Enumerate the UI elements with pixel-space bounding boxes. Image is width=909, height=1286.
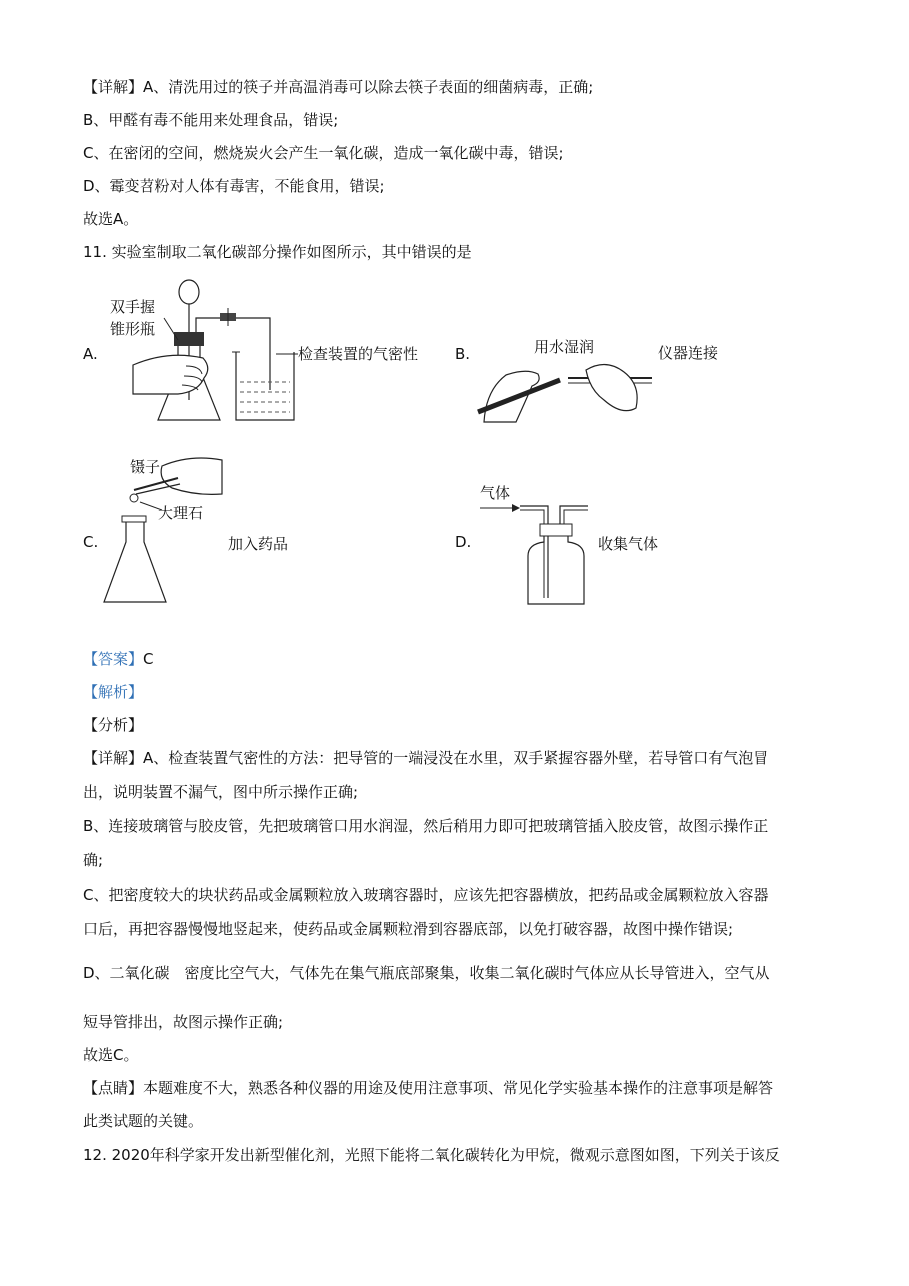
analysis-sub-label: 【分析】	[83, 716, 144, 734]
detail-a-line-2: 出，说明装置不漏气，图中所示操作正确;	[83, 783, 359, 801]
prev-option-d: D、霉变苕粉对人体有毒害，不能食用，错误;	[83, 177, 385, 195]
option-d-gas-label: 气体	[480, 484, 511, 502]
option-c-marble-label: 大理石	[158, 504, 204, 522]
option-c-caption: 加入药品	[228, 535, 289, 553]
comment-line-2: 此类试题的关键。	[83, 1112, 204, 1130]
option-a-figure	[108, 270, 438, 430]
question-11-stem: 11. 实验室制取二氧化碳部分操作如图所示，其中错误的是	[83, 243, 472, 261]
prev-detail: 【详解】A、清洗用过的筷子并高温消毒可以除去筷子表面的细菌病毒，正确;	[83, 78, 594, 96]
answer-value: C	[143, 650, 154, 668]
answer-label: 【答案】	[83, 650, 144, 668]
option-a-hand-label-2: 锥形瓶	[110, 320, 156, 338]
option-c-figure	[100, 452, 310, 610]
option-b-figure	[476, 330, 766, 425]
option-d-caption: 收集气体	[598, 535, 659, 553]
prev-option-c: C、在密闭的空间，燃烧炭火会产生一氧化碳，造成一氧化碳中毒，错误;	[83, 144, 564, 162]
option-a-caption: 检查装置的气密性	[298, 345, 419, 363]
detail-d-line-2: 短导管排出，故图示操作正确;	[83, 1013, 284, 1031]
detail-c-line-2: 口后，再把容器慢慢地竖起来，使药品或金属颗粒滑到容器底部，以免打破容器，故图中操作错误;	[83, 920, 734, 938]
detail-b-line-1: B、连接玻璃管与胶皮管，先把玻璃管口用水润湿，然后稍用力即可把玻璃管插入胶皮管，故图示操作正	[83, 817, 769, 835]
detail-b-line-2: 确;	[83, 851, 104, 869]
option-b-letter: B.	[455, 345, 471, 363]
detail-d-line-1: D、二氧化碳 密度比空气大，气体先在集气瓶底部聚集，收集二氧化碳时气体应从长导管进入，空气从	[83, 964, 770, 982]
option-d-figure	[476, 480, 596, 608]
detail-c-line-1: C、把密度较大的块状药品或金属颗粒放入玻璃容器时，应该先把容器横放，把药品或金属颗粒放入容器	[83, 886, 769, 904]
choice-line: 故选C。	[83, 1046, 139, 1064]
option-a-letter: A.	[83, 345, 98, 363]
analysis-label: 【解析】	[83, 683, 144, 701]
option-b-top-label: 用水湿润	[534, 338, 595, 356]
comment-line-1: 【点睛】本题难度不大，熟悉各种仪器的用途及使用注意事项、常见化学实验基本操作的注意事项是解答	[83, 1079, 774, 1097]
option-b-caption: 仪器连接	[658, 344, 719, 362]
option-a-hand-label-1: 双手握	[110, 298, 156, 316]
option-d-letter: D.	[455, 533, 472, 551]
option-c-tweezers-label: 镊子	[130, 458, 161, 476]
prev-option-b: B、甲醛有毒不能用来处理食品，错误;	[83, 111, 339, 129]
detail-a-line-1: 【详解】A、检查装置气密性的方法：把导管的一端浸没在水里，双手紧握容器外壁，若导管口有气泡冒	[83, 749, 769, 767]
option-c-letter: C.	[83, 533, 99, 551]
prev-choice: 故选A。	[83, 210, 139, 228]
question-12-stem: 12. 2020年科学家开发出新型催化剂，光照下能将二氧化碳转化为甲烷，微观示意图如图，下列关于该反	[83, 1146, 780, 1164]
